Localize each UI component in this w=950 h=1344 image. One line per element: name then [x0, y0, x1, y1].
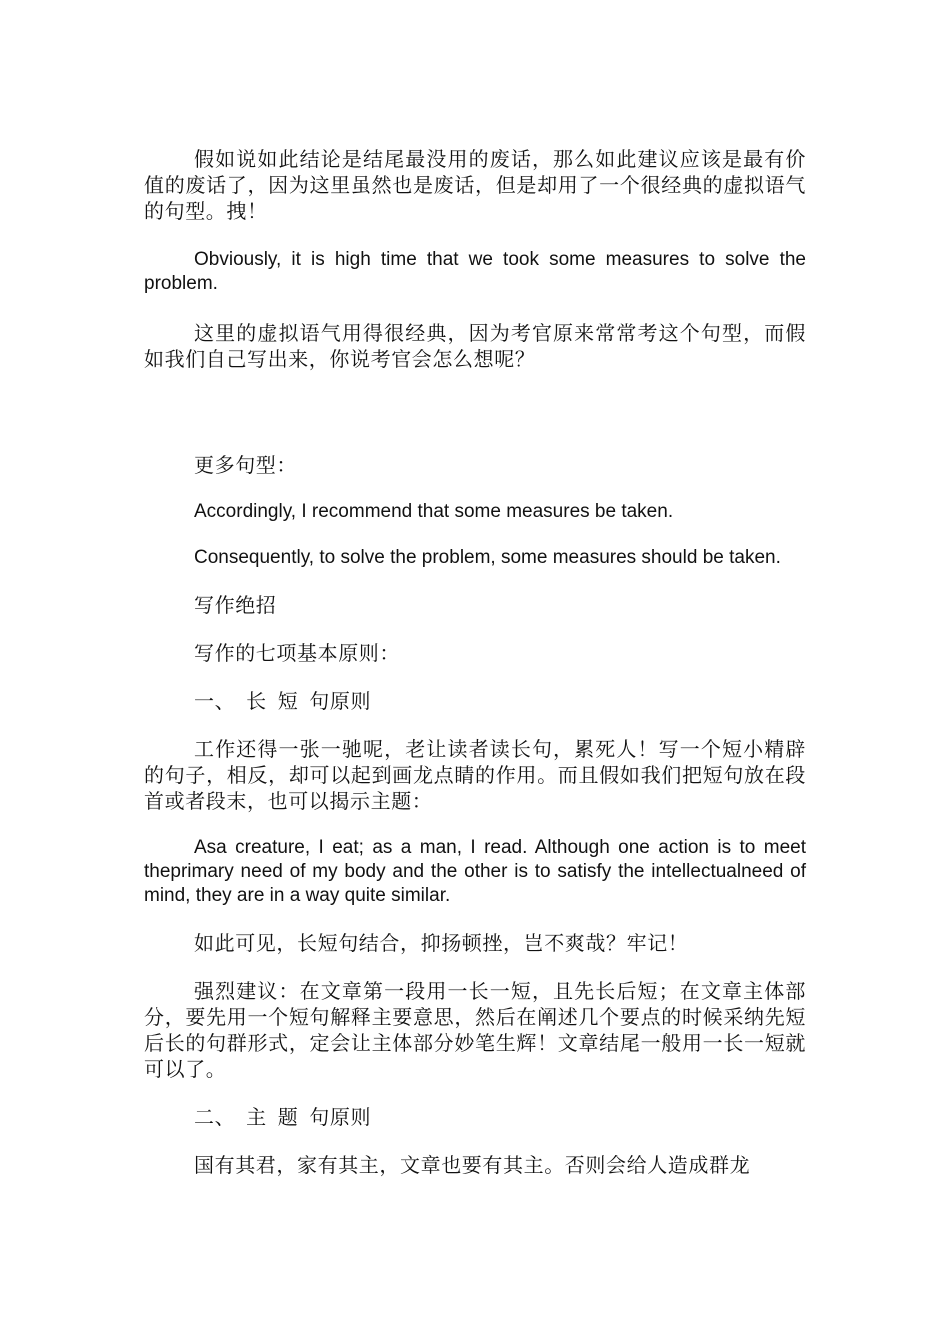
heading-writing-tips: 写作绝招: [194, 593, 277, 617]
paragraph-strong-advice: 强烈建议：在文章第一段用一长一短，且先长后短；在文章主体部分，要先用一个短句解释主要意思，然后在阐述几个要点的时候采纳先短后长的句群形式，定会让主体部分妙笔生辉！文章结尾一般用一长一短就可以了。: [144, 979, 806, 1081]
example-sentence-high-time: Obviously, it is high time that we took some measures to solve the problem.: [144, 249, 806, 294]
example-sentence-accordingly: Accordingly, I recommend that some measures be taken.: [194, 501, 674, 522]
document-body: [144, 146, 806, 1178]
example-sentence-consequently: Consequently, to solve the problem, some measures should be taken.: [194, 547, 781, 568]
heading-principle-one: 一、 长 短 句原则: [194, 689, 372, 713]
paragraph-sentence-length: 工作还得一张一驰呢，老让读者读长句，累死人！写一个短小精辟的句子，相反，却可以起到画龙点睛的作用。而且假如我们把短句放在段首或者段末，也可以揭示主题：: [144, 737, 806, 813]
heading-more-patterns: 更多句型：: [194, 453, 297, 477]
example-paragraph-creature: Asa creature, I eat; as a man, I read. Although one action is to meet theprimary need of my body and the other is to satisfy the intellectualneed of mind, they are in a way quite similar.: [144, 837, 806, 906]
paragraph-subjunctive-comment: 这里的虚拟语气用得很经典，因为考官原来常常考这个句型，而假如我们自己写出来，你说考官会怎么想呢？: [144, 321, 806, 371]
paragraph-summary: 如此可见，长短句结合，抑扬顿挫，岂不爽哉？牢记！: [194, 931, 689, 955]
heading-principle-two: 二、 主 题 句原则: [194, 1105, 372, 1129]
heading-seven-principles: 写作的七项基本原则：: [194, 641, 400, 665]
paragraph-conclusion-advice: 假如说如此结论是结尾最没用的废话，那么如此建议应该是最有价值的废话了，因为这里虽然也是废话，但是却用了一个很经典的虚拟语气的句型。拽！: [144, 147, 806, 223]
paragraph-topic-sentence: 国有其君，家有其主，文章也要有其主。否则会给人造成群龙: [194, 1153, 751, 1177]
